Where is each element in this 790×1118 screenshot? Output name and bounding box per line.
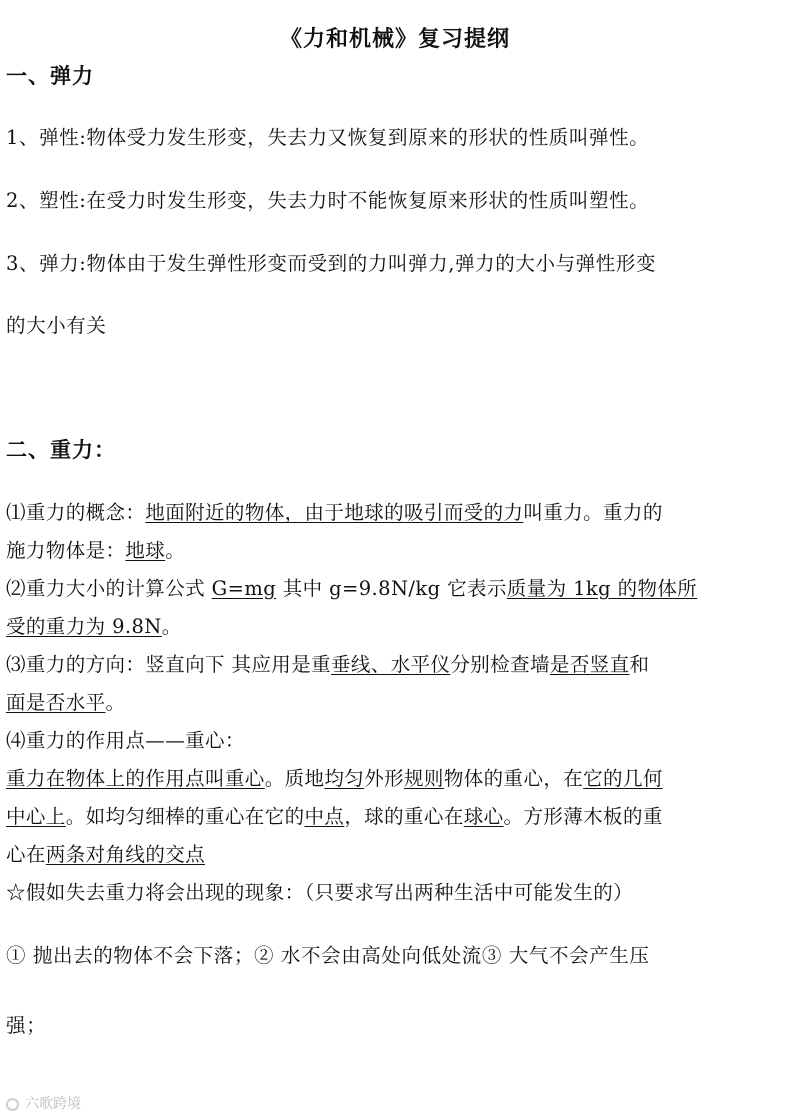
underlined-answer: 重力在物体上的作用点叫重心 [6,767,265,790]
text: 。 [161,615,182,638]
underlined-answer: 地球 [125,539,166,562]
watermark [6,1093,81,1113]
text: 。如均匀细棒的重心在它的 [65,805,305,828]
gravity-formula-line-cont [6,608,790,646]
gravity-direction-line-cont [6,684,790,722]
text: 。 [165,539,186,562]
center-of-gravity-line-2 [6,798,790,836]
underlined-answer: 球心 [463,805,504,828]
gravity-source-line [6,532,790,570]
center-of-gravity-line-3 [6,836,790,874]
text: 叫重力。重力的 [523,501,663,524]
underlined-answer: 受的重力为 9.8N [6,615,162,638]
underlined-answer: 质量为 1kg 的物体所 [506,577,698,600]
text: 。 [105,691,126,714]
gravity-formula-line [6,570,790,608]
text: 外形 [364,767,405,790]
center-of-gravity-line [6,760,790,798]
underlined-answer: 两条对角线的交点 [45,843,206,866]
underlined-answer: 中点 [304,805,345,828]
paragraph-elastic-force: 3、弹力:物体由于发生弹性形变而受到的力叫弹力,弹力的大小与弹性形变 [6,252,657,275]
text: 物体的重心，在 [443,767,584,790]
underlined-answer: G=mg [211,577,277,600]
page-title: 《力和机械》复习提纲 [279,27,510,52]
underlined-answer: 垂线、水平仪 [331,653,451,676]
no-gravity-answer: ① 抛出去的物体不会下落；② 水不会由高处向低处流③ 大气不会产生压 [6,944,650,967]
underlined-answer: 它的几何 [583,767,663,790]
gravity-direction-line [6,646,790,684]
text: 。质地 [264,767,325,790]
watermark-logo-icon [6,1096,22,1110]
text: 分别检查墙 [450,653,550,676]
section-heading-elastic-force: 一、弹力 [6,64,94,88]
paragraph-elastic-force-cont: 的大小有关 [6,314,107,337]
text: 。方形薄木板的重 [503,805,663,828]
underlined-answer: 均匀 [324,767,365,790]
text: ⑶重力的方向：竖直向下 其应用是重 [6,653,331,676]
text: ⑵重力大小的计算公式 [6,577,212,600]
text: ，球的重心在 [344,805,464,828]
paragraph-elasticity: 1、弹性:物体受力发生形变，失去力又恢复到原来的形状的性质叫弹性。 [6,126,650,149]
underlined-answer: 中心上 [6,805,66,828]
underlined-answer: 地面附近的物体，由于地球的吸引而受的力 [145,501,524,524]
gravity-notes [6,494,790,912]
text: 施力物体是： [6,539,126,562]
text: ⑴重力的概念： [6,501,146,524]
no-gravity-question: ☆假如失去重力将会出现的现象：（只要求写出两种生活中可能发生的） [6,881,634,904]
underlined-answer: 是否竖直 [549,653,630,676]
section-heading-gravity: 二、重力： [6,438,116,462]
text: 心在 [6,843,46,866]
underlined-answer: 规则 [404,767,444,790]
gravity-concept-line [6,494,790,532]
underlined-answer: 面是否水平 [6,691,106,714]
text: 其中 g=9.8N/kg 它表示 [276,577,507,600]
no-gravity-answer-cont: 强； [6,1014,47,1037]
center-of-gravity-heading: ⑷重力的作用点——重心： [6,729,245,752]
watermark-text: 六歌跨境 [25,1096,81,1112]
paragraph-plasticity: 2、塑性:在受力时发生形变，失去力时不能恢复原来形状的性质叫塑性。 [6,189,650,212]
text: 和 [629,653,650,676]
